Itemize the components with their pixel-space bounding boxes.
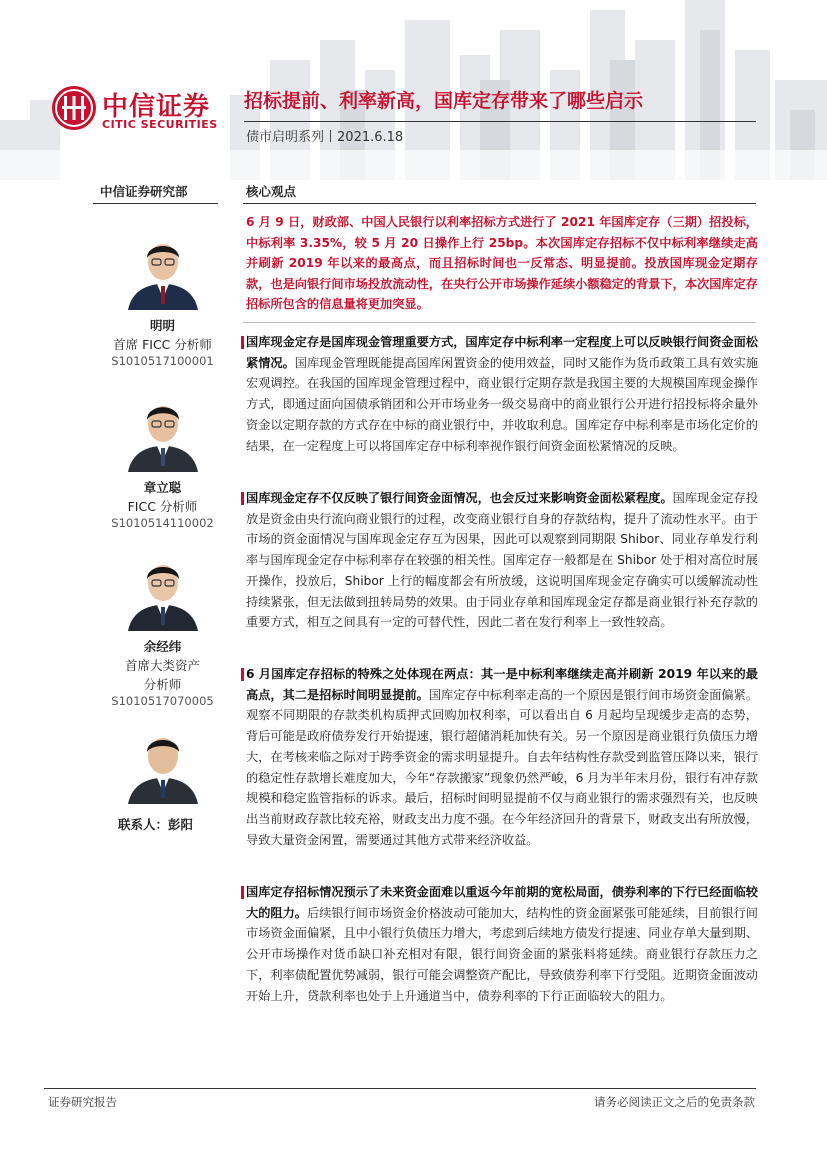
footer-divider	[44, 1088, 756, 1089]
analyst-cert-number: S1010517070005	[111, 694, 214, 708]
analyst-cert-number: S1010517100001	[111, 354, 214, 368]
left-divider	[93, 203, 218, 204]
citic-emblem-icon	[52, 86, 96, 130]
analyst-card	[100, 549, 225, 708]
key-point-lead: 国库现金定存是国库现金管理重要方式，国库定存中标利率一定程度上可以反映银行间资金面松紧情况。	[246, 335, 758, 370]
bullet-marker	[241, 492, 244, 505]
analyst-title: 首席大类资产	[124, 658, 200, 673]
contact-photo	[120, 722, 206, 804]
key-point-lead: 6 月国库定存招标的特殊之处体现在两点：其一是中标利率继续走高并刷新 2019 年以来的最高点，其二是招标时间明显提前。	[246, 667, 758, 702]
analyst-photo	[120, 549, 206, 631]
summary-divider	[243, 322, 756, 323]
analyst-cert-number: S1010514110002	[111, 516, 214, 530]
logo-text-cn: 中信证券	[102, 92, 211, 122]
analyst-title: 首席 FICC 分析师	[113, 337, 212, 352]
bullet-marker	[241, 336, 244, 349]
footer-report-type: 证券研究报告	[48, 1095, 117, 1109]
report-title: 招标提前、利率新高，国库定存带来了哪些启示	[244, 90, 644, 112]
analyst-title: FICC 分析师	[127, 499, 198, 514]
analyst-card	[100, 228, 225, 368]
analyst-name: 余经纬	[143, 639, 182, 654]
section-heading-core-views: 核心观点	[246, 184, 297, 199]
bullet-marker	[241, 668, 244, 681]
analyst-card	[100, 390, 225, 530]
series-name: 债市启明系列	[246, 130, 325, 145]
key-point-lead: 国库定存招标情况预示了未来资金面难以重返今年前期的宽松局面，债券利率的下行已经面临较大的阻力。	[246, 885, 758, 920]
analyst-name: 章立聪	[143, 480, 182, 495]
analyst-title-line2: 分析师	[143, 677, 182, 692]
key-point	[246, 664, 758, 850]
right-divider	[243, 203, 756, 204]
analyst-name: 明明	[149, 318, 175, 333]
key-point-body: 国库定存中标利率走高的一个原因是银行间市场资金面偏紧。观察不同期限的存款类机构质押式回购加权利率，可以看出自 6 月起均呈现缓步走高的态势，背后可能是政府债券发行开始提速，银行超储消耗加快有关。另一个原因是商业银行负债压力增大，在考核来临之际对于跨季资金的需求明显提升。自去年结构性存款受到监管压降以来，银行的稳定性存款增长难度加大，今年“存款搬家”现象仍然严峻，6 月为半年末月份，银行有冲存款规模和稳定监管指标的诉求。最后，招标时间明显提前不仅与商业银行的需求强烈有关，也反映出当前财政存款比较充裕，财政支出力度不强。在今年经济回升的背景下，财政支出有所放慢，导致大量资金闲置，需要通过其他方式带来经济收益。	[246, 687, 759, 847]
footer-disclaimer: 请务必阅读正文之后的免责条款	[594, 1095, 755, 1109]
key-point	[246, 488, 758, 633]
key-point	[246, 332, 758, 456]
report-date: 2021.6.18	[337, 130, 404, 145]
section-heading-research-dept: 中信证券研究部	[100, 184, 188, 199]
logo-text-en: CITIC SECURITIES	[102, 118, 218, 131]
report-subtitle	[246, 126, 403, 145]
bullet-marker	[241, 886, 244, 899]
key-point-body: 国库现金管理既能提高国库闲置资金的使用效益，同时又能作为货币政策工具有效实施宏观调控。在我国的国库现金管理过程中，商业银行定期存款是我国主要的大规模国库现金操作方式，即通过面向国债承销团和公开市场业务一级交易商中的商业银行公开进行招投标将余量外资金以定期存款的方式存在中标的商业银行中，并收取利息。国库定存中标利率是市场化定价的结果，在一定程度上可以将国库定存中标利率视作银行间资金面松紧情况的反映。	[246, 355, 759, 453]
separator: 丨	[324, 130, 338, 145]
title-divider	[244, 121, 756, 122]
summary-paragraph: 6 月 9 日，财政部、中国人民银行以利率招标方式进行了 2021 年国库定存（三期）招投标，中标利率 3.35%，较 5 月 20 日操作上行 25bp。本次国库定存招标不仅中标利率继续走高并刷新 2019 年以来的最高点，而且招标时间也一反常态、明显提前。投放国库现金定期存款，也是向银行间市场投放流动性，在央行公开市场操作延续小额稳定的背景下，本次国库定存招标所包含的信息量将更加突显。	[246, 215, 758, 311]
key-point-lead: 国库现金定存不仅反映了银行间资金面情况，也会反过来影响资金面松紧程度。	[246, 491, 673, 505]
key-point-body: 国库现金定存投放是资金由央行流向商业银行的过程，改变商业银行自身的存款结构，提升了流动性水平。由于市场的资金面情况与国库现金定存互为因果，因此可以观察到同期限 Shibor、同业存单发行利率与国库现金定存中标利率存在较强的相关性。国库定存一般都是在 Shibor 处于相对高位时展开操作，投放后，Shibor 上行的幅度都会有所放缓，这说明国库现金定存确实可以缓解流动性持续紧张，但无法做到扭转局势的效果。由于同业存单和国库现金定存都是商业银行补充存款的重要方式，相互之间具有一定的可替代性，因此二者在发行利率上一致性较高。	[246, 491, 759, 630]
contact-person: 联系人：彭阳	[117, 817, 193, 832]
key-point-body: 后续银行间市场资金价格波动可能加大，结构性的资金面紧张可能延续，目前银行间市场资金面偏紧，且中小银行负债压力增大，考虑到后续地方债发行提速、同业存单大量到期、公开市场操作对货币缺口补充相对有限，银行间资金面的紧张料将延续。商业银行存款压力之下，利率债配置优势减弱，银行可能会调整资产配比，导致债券利率下行受阻。近期资金面波动开始上升，贷款利率也处于上升通道当中，债券利率的下行正面临较大的阻力。	[246, 905, 758, 1003]
citic-logo	[52, 86, 227, 136]
contact-card	[100, 722, 225, 810]
analyst-photo	[120, 390, 206, 472]
analyst-photo	[120, 228, 206, 310]
key-point	[246, 882, 758, 1006]
